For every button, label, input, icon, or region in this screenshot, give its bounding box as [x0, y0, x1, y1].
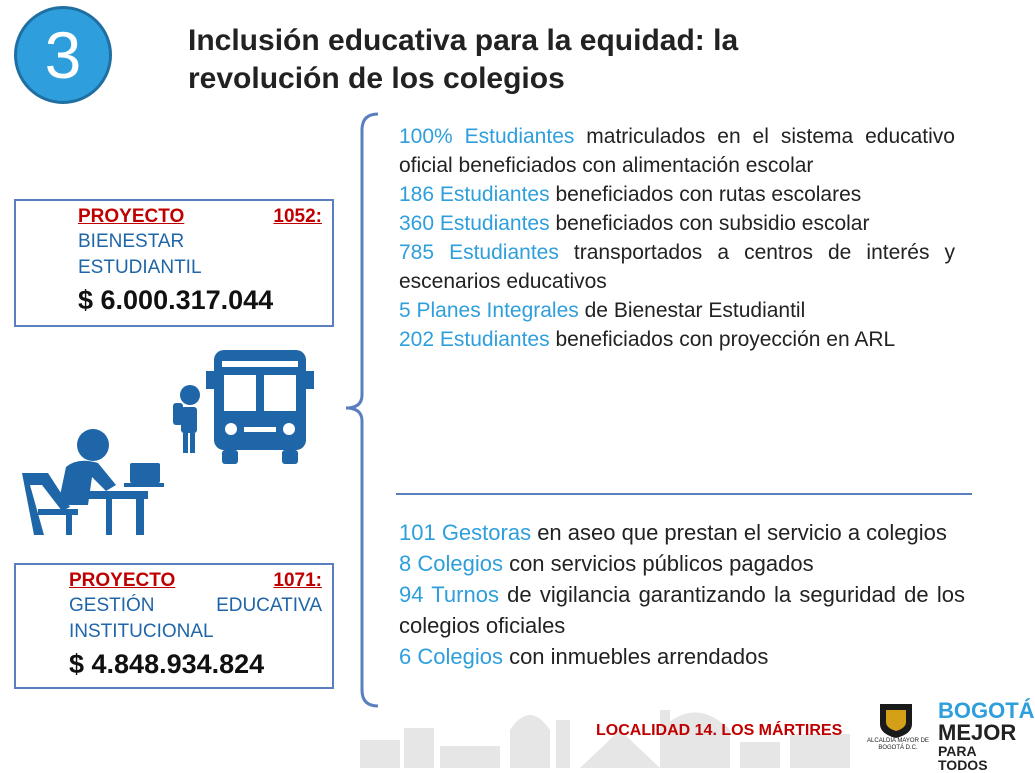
page-title — [188, 22, 888, 98]
logo-line-1: BOGOTÁ — [938, 698, 1035, 723]
item-text: de Bienestar Estudiantil — [578, 299, 806, 322]
list-item — [399, 517, 965, 548]
section-number-badge: 3 — [14, 6, 112, 104]
logo-line-3: PARA TODOS — [938, 743, 988, 773]
bogota-mejor-logo — [938, 698, 1035, 773]
gestion-results-list — [399, 517, 965, 672]
list-item — [399, 296, 955, 325]
project-1052-header — [78, 205, 322, 229]
bus-icon — [206, 350, 314, 464]
crest-caption: ALCALDÍA MAYOR DE BOGOTÁ D.C. — [867, 738, 929, 751]
page-title-line-1: Inclusión educativa para la equidad: la — [188, 24, 739, 57]
item-highlight: 94 Turnos — [399, 582, 499, 607]
item-text: matriculados en el sistema educativo oficial beneficiados con alimentación escolar — [399, 125, 955, 177]
list-item — [399, 325, 955, 354]
project-code: 1071: — [273, 570, 322, 591]
item-highlight: 100% Estudiantes — [399, 125, 575, 148]
item-highlight: 5 Planes Integrales — [399, 299, 579, 322]
section-divider — [396, 493, 972, 495]
project-amount: $ 4.848.934.824 — [69, 649, 265, 679]
list-item — [399, 579, 965, 641]
project-amount: $ 6.000.317.044 — [78, 285, 274, 315]
list-item — [399, 641, 965, 672]
locality-footer: LOCALIDAD 14. LOS MÁRTIRES — [596, 722, 843, 739]
project-1071-header — [69, 569, 322, 593]
item-text: con servicios públicos pagados — [502, 551, 814, 576]
students-bus-illustration — [18, 345, 318, 540]
page-title-line-2: revolución de los colegios — [188, 62, 565, 95]
item-text: beneficiados con rutas escolares — [549, 183, 862, 206]
project-name-line: GESTIÓN EDUCATIVA — [69, 595, 322, 616]
project-name-line: INSTITUCIONAL — [69, 621, 214, 642]
item-text: con inmuebles arrendados — [502, 644, 769, 669]
item-highlight: 6 Colegios — [399, 644, 503, 669]
student-backpack-icon — [173, 385, 200, 453]
item-highlight: 202 Estudiantes — [399, 328, 550, 351]
item-text: en aseo que prestan el servicio a colegios — [531, 520, 947, 545]
list-item — [399, 122, 955, 180]
list-item — [399, 180, 955, 209]
student-desk-icon — [22, 429, 164, 535]
item-text: beneficiados con subsidio escolar — [549, 212, 870, 235]
list-item — [399, 209, 955, 238]
project-label: PROYECTO — [78, 206, 185, 227]
item-highlight: 101 Gestoras — [399, 520, 532, 545]
project-label: PROYECTO — [69, 570, 176, 591]
project-name-line: BIENESTAR — [78, 231, 185, 252]
item-highlight: 186 Estudiantes — [399, 183, 550, 206]
item-highlight: 360 Estudiantes — [399, 212, 550, 235]
grouping-brace — [328, 110, 388, 710]
logo-line-2: MEJOR — [938, 720, 1017, 745]
project-code: 1052: — [273, 206, 322, 227]
bogota-crest-icon — [870, 700, 922, 762]
bienestar-results-list — [399, 122, 955, 354]
project-name-line: ESTUDIANTIL — [78, 257, 202, 278]
item-text: de vigilancia garantizando la seguridad de los colegios oficiales — [399, 582, 965, 638]
item-highlight: 8 Colegios — [399, 551, 503, 576]
list-item — [399, 238, 955, 296]
item-text: transportados a centros de interés y escenarios educativos — [399, 241, 955, 293]
project-1071-box — [14, 563, 334, 689]
project-1052-box — [14, 199, 334, 327]
list-item — [399, 548, 965, 579]
item-text: beneficiados con proyección en ARL — [549, 328, 896, 351]
item-highlight: 785 Estudiantes — [399, 241, 559, 264]
